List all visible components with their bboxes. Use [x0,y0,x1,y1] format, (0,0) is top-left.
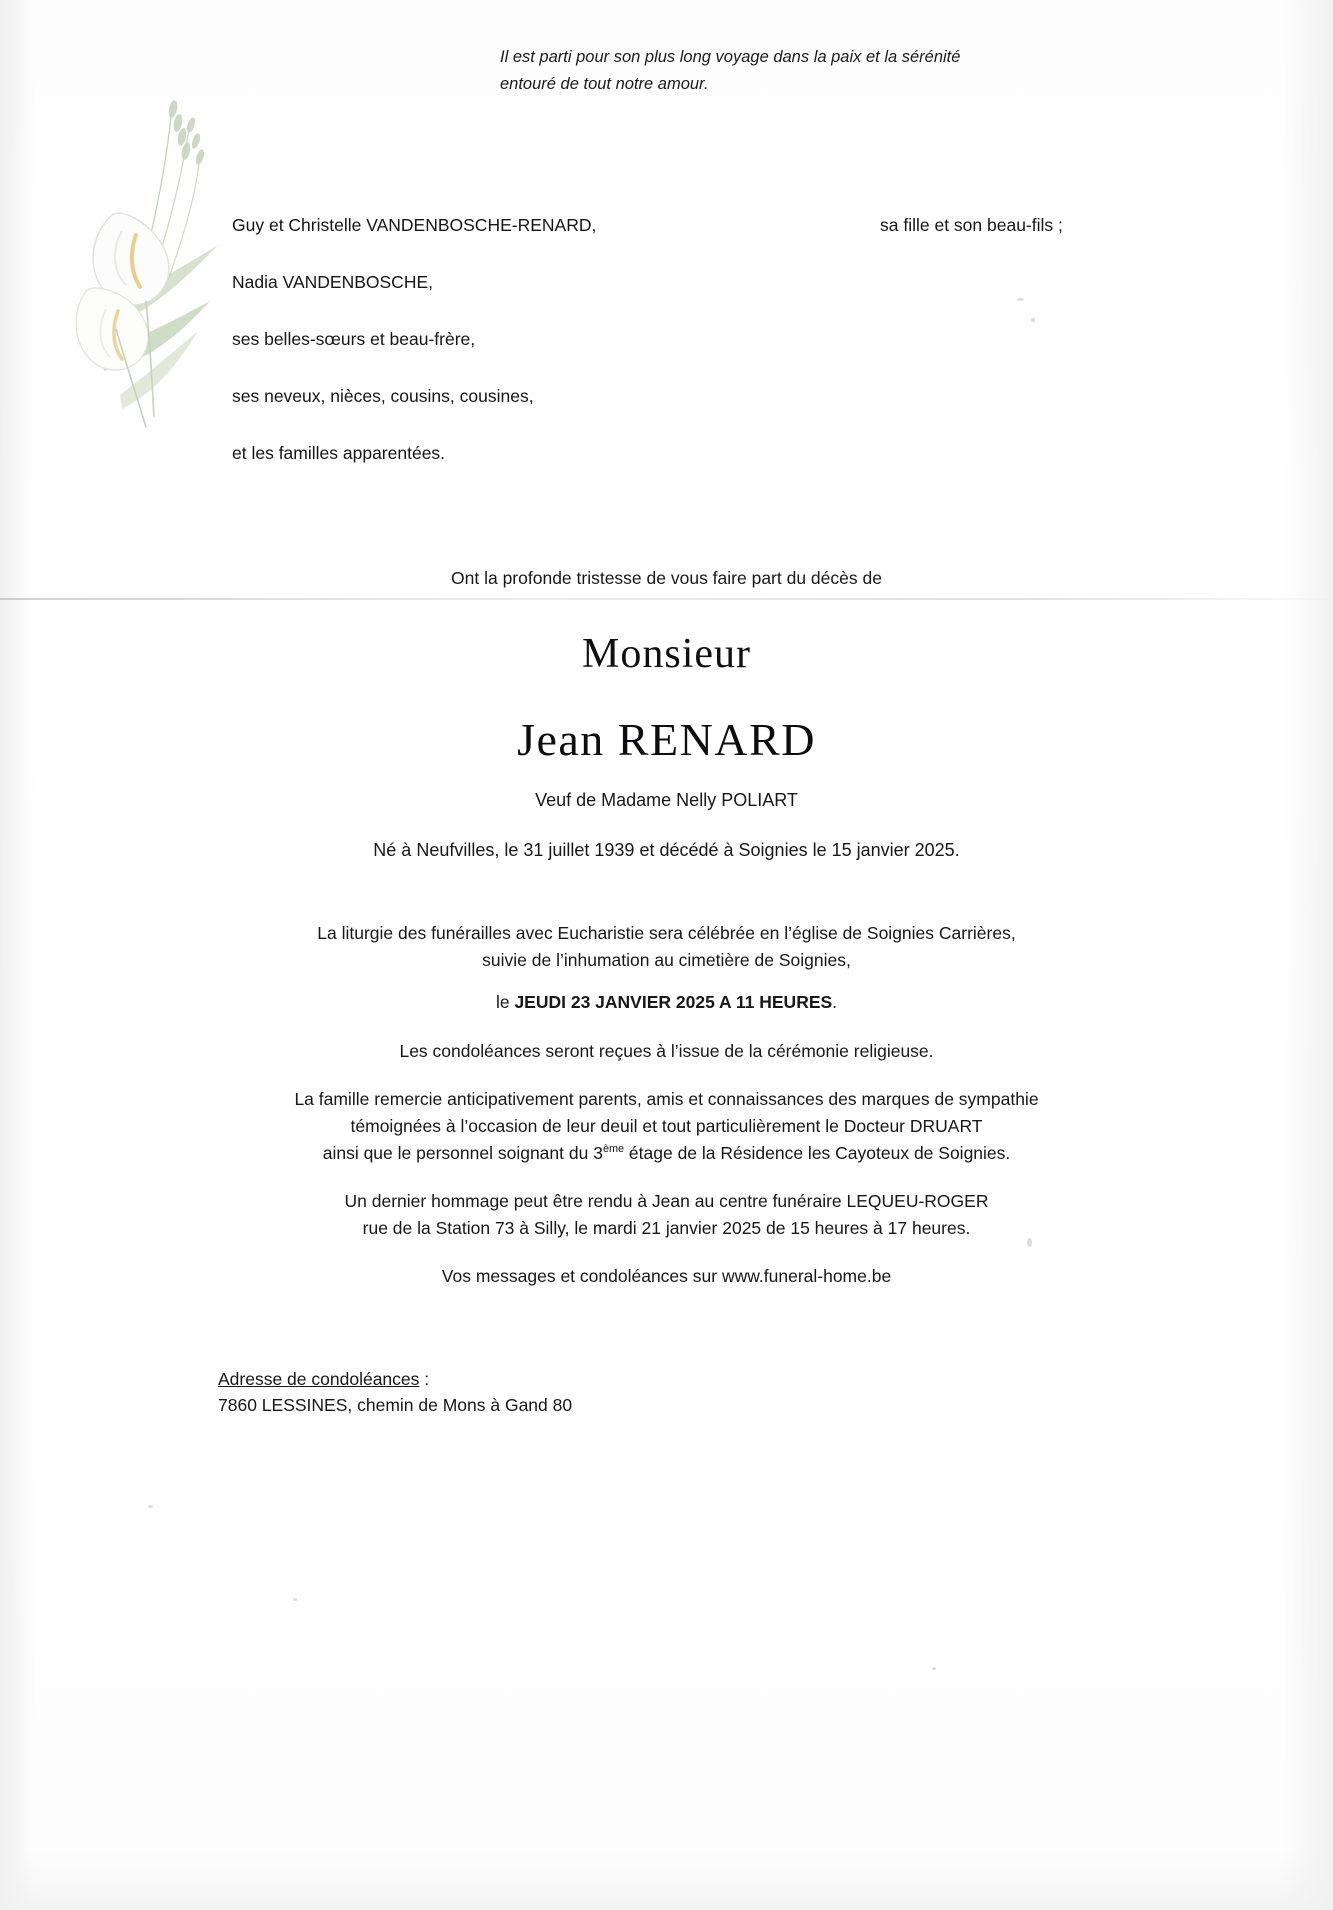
family-names: Guy et Christelle VANDENBOSCHE-RENARD, [232,215,597,235]
family-names: et les familles apparentées. [232,443,446,463]
family-relation: sa fille et son beau-fils ; [880,215,1063,235]
tribute-paragraph [120,1188,1213,1241]
condolence-address-heading [218,1366,572,1392]
family-line [232,386,1172,407]
family-line [232,215,1172,236]
ceremony-prefix: le [495,992,515,1013]
birth-death-text: Né à Neufvilles, le 31 juillet 1939 et décédé à Soignies le 15 janvier 2025. [373,840,960,860]
liturgy-line-1: La liturgie des funérailles avec Eucharistie sera célébrée en l’église de Soignies Carrières, [317,923,1016,943]
condolence-address-label: Adresse de condoléances [218,1369,420,1389]
thanks-paragraph [120,1086,1213,1166]
condolence-address-block [218,1366,572,1419]
ceremony-datetime: JEUDI 23 JANVIER 2025 A 11 HEURES [514,992,833,1013]
thanks-line-3-start: ainsi que le personnel soignant du 3 [322,1142,603,1163]
deceased-name: Jean RENARD [517,714,816,765]
thanks-line-3 [120,1140,1213,1167]
epitaph-text: Il est parti pour son plus long voyage dans la paix et la sérénité entouré de tout notre amour. [500,48,961,93]
deceased-title: Monsieur [582,631,751,677]
condolence-address-value: 7860 LESSINES, chemin de Mons à Gand 80 [218,1395,573,1416]
family-names: Nadia VANDENBOSCHE, [232,272,433,292]
family-line [232,272,1172,293]
family-names: ses belles-sœurs et beau-frère, [232,329,476,349]
ceremony-suffix: . [832,992,838,1013]
thanks-line-3-end: étage de la Résidence les Cayoteux de Soignies. [624,1142,1011,1163]
family-line [232,329,1172,350]
family-names: ses neveux, nièces, cousins, cousines, [232,386,534,406]
liturgy-paragraph [120,920,1213,973]
family-line [232,443,1172,464]
ordinal-suffix: ème [602,1142,625,1155]
family-list [232,215,1172,500]
thanks-line-2: témoignées à l’occasion de leur deuil et tout particulièrement le Docteur DRUART [350,1115,983,1136]
notice-body [120,920,1213,1312]
widow-of-text: Veuf de Madame Nelly POLIART [535,790,798,810]
announcement-text: Ont la profonde tristesse de vous faire part du décès de [451,568,882,588]
ceremony-datetime-paragraph [120,989,1213,1016]
condolences-note: Les condoléances seront reçues à l’issue de la cérémonie religieuse. [399,1040,934,1061]
liturgy-line-2: suivie de l’inhumation au cimetière de Soignies, [482,949,851,970]
tribute-line-2: rue de la Station 73 à Silly, le mardi 21 janvier 2025 de 15 heures à 17 heures. [362,1217,971,1238]
tribute-line-1: Un dernier hommage peut être rendu à Jean au centre funéraire LEQUEU-ROGER [344,1191,989,1212]
website-message: Vos messages et condoléances sur www.funeral-home.be [441,1266,892,1287]
condolence-address-colon: : [419,1369,430,1389]
lily-flower-illustration [50,95,240,435]
thanks-line-1: La famille remercie anticipativement parents, amis et connaissances des marques de sympathie [294,1089,1039,1110]
